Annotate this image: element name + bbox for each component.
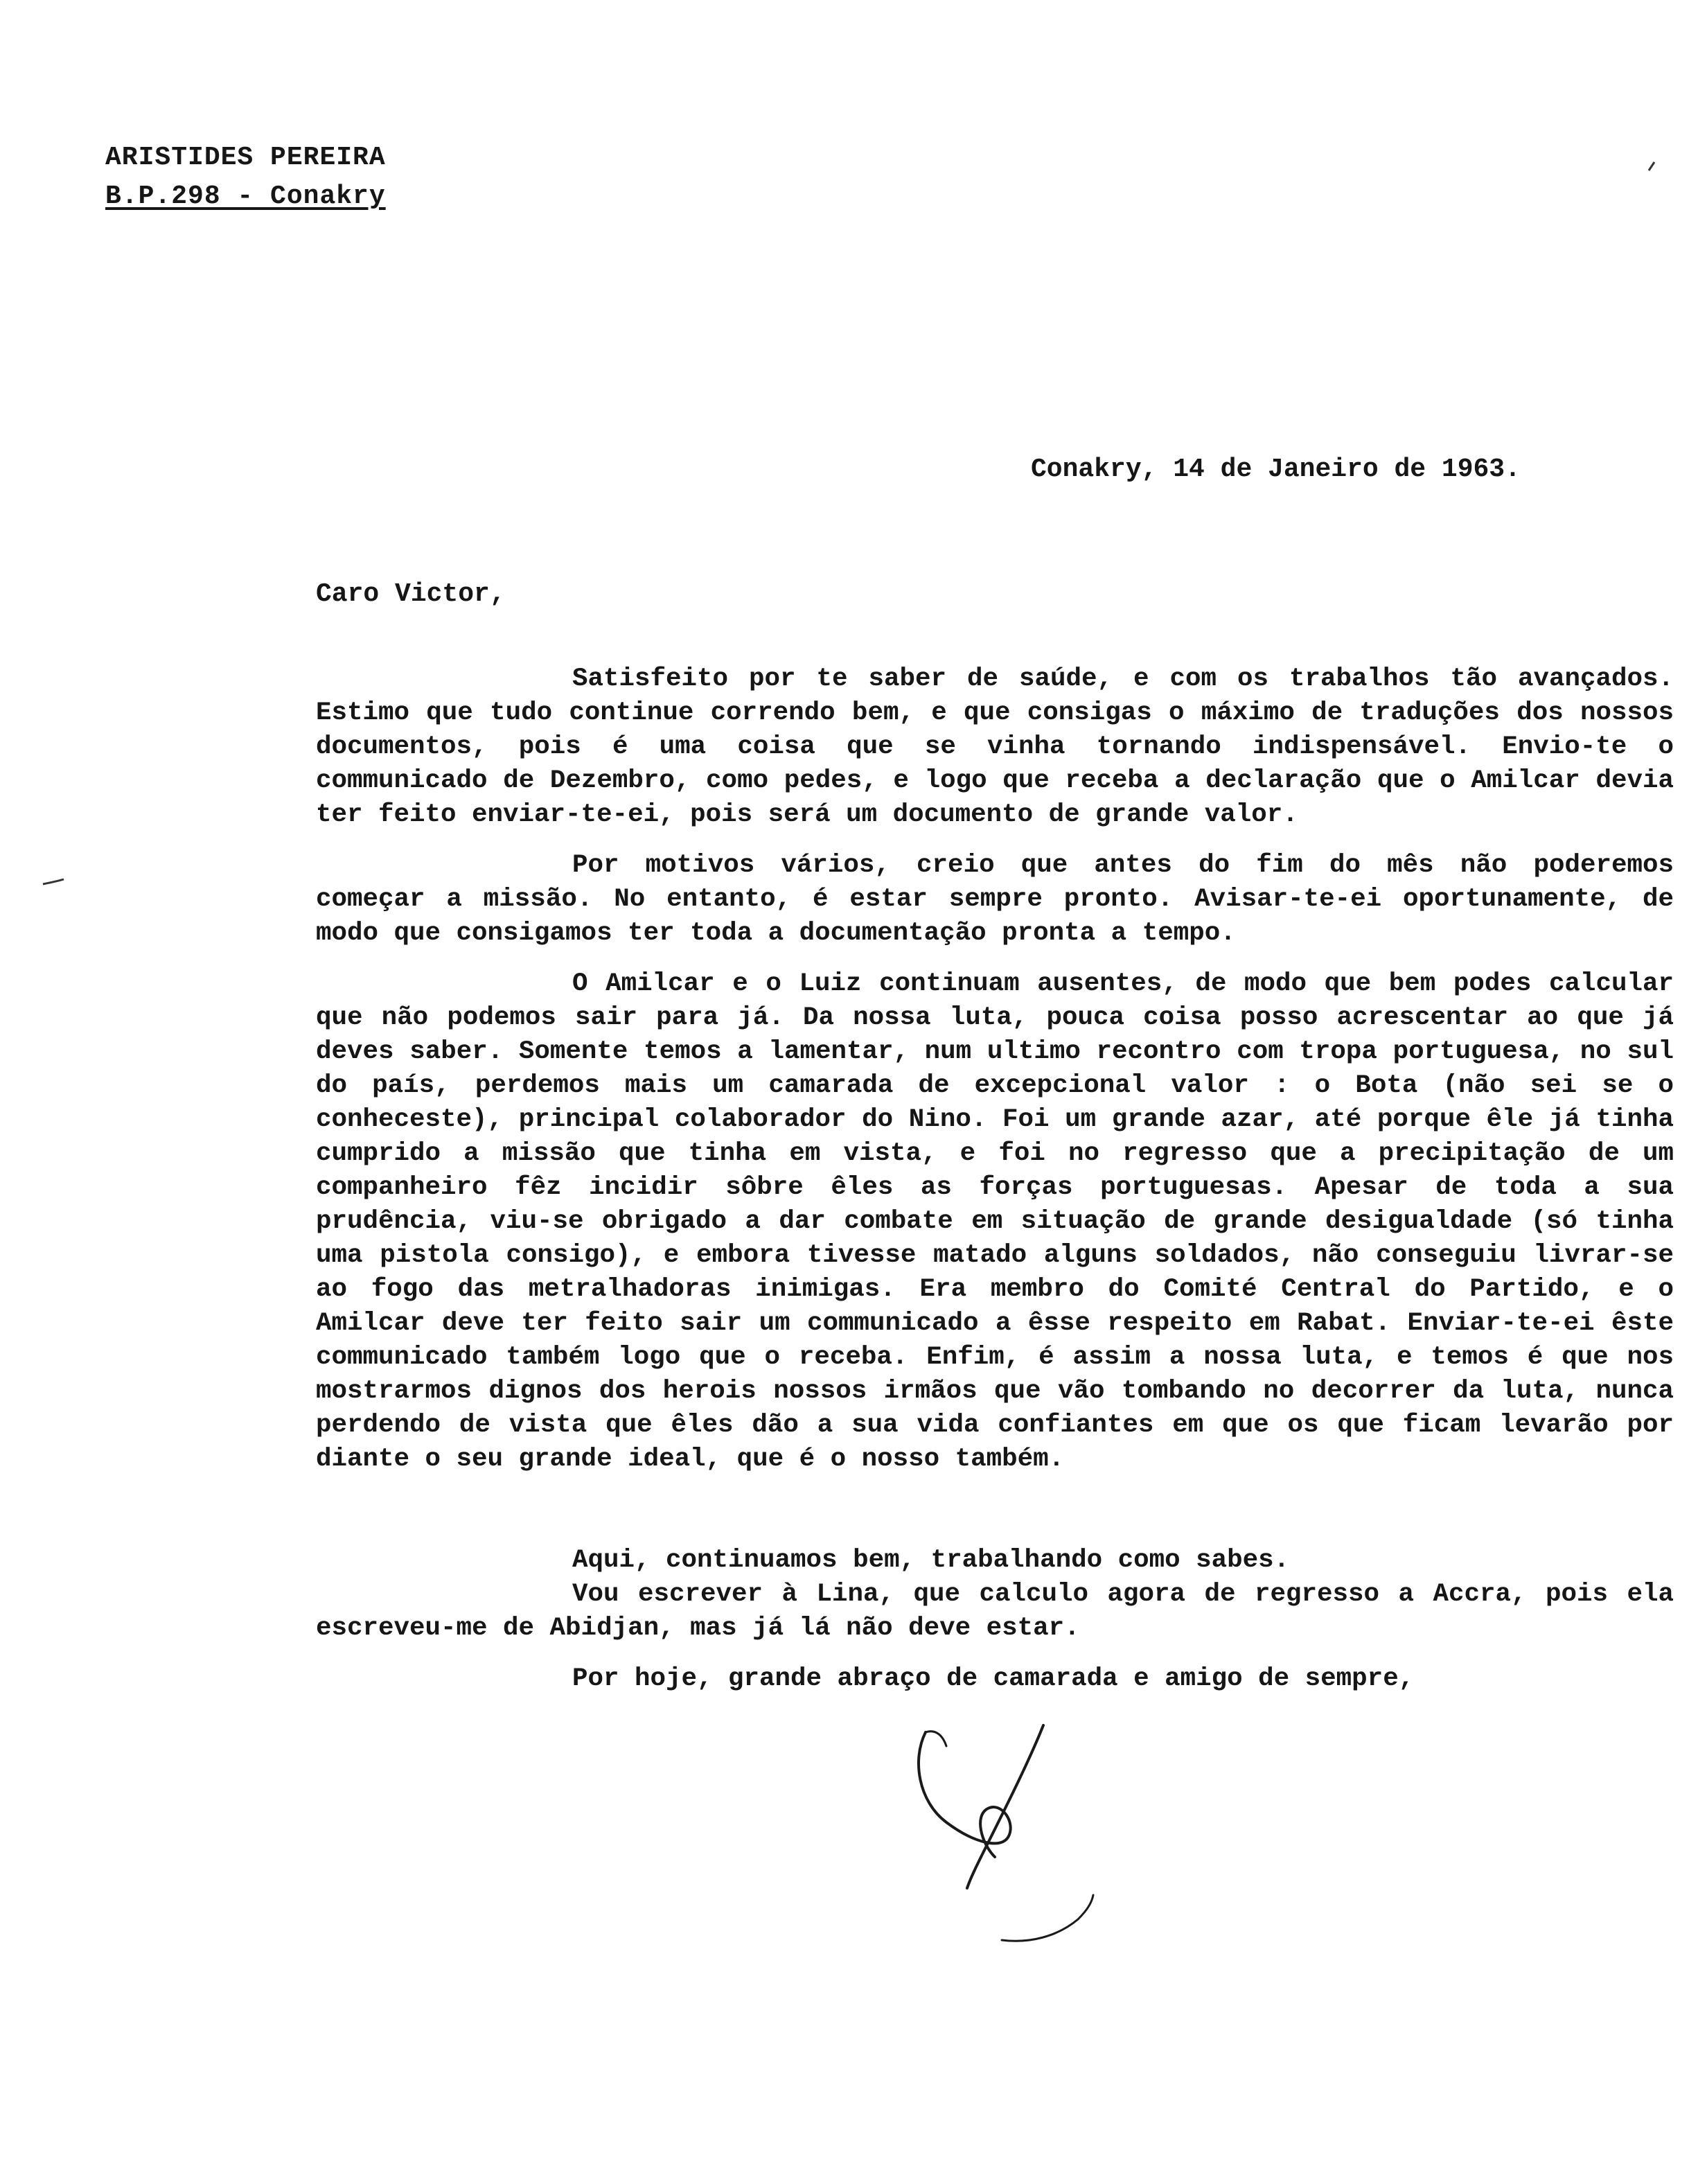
stray-mark: [1646, 161, 1657, 172]
handwritten-signature: [912, 1718, 1140, 1954]
letter-body: [316, 662, 1674, 1477]
paragraph-4: Aqui, continuamos bem, trabalhando como sabes.: [572, 1546, 1290, 1575]
sender-address: B.P.298 - Conakry: [105, 182, 386, 211]
letter-date: Conakry, 14 de Janeiro de 1963.: [1031, 455, 1521, 484]
sign-off: Por hoje, grande abraço de camarada e amigo de sempre,: [572, 1664, 1415, 1693]
letter-greeting: Caro Victor,: [316, 579, 506, 609]
paragraph-2: Por motivos vários, creio que antes do fim do mês não poderemos começar a missão. No entanto, é estar sempre pronto. Avisar-te-ei oportunamente, de modo que consigamos ter toda a documentação pronta a tempo.: [316, 851, 1674, 948]
paragraph-1: Satisfeito por te saber de saúde, e com os trabalhos tão avançados. Estimo que tudo continue correndo bem, e que consigas o máximo de traduções dos nossos documentos, pois é uma coisa que se vinha tornando indispensável. Envio-te o communicado de Dezembro, como pedes, e logo que receba a declaração que o Amilcar devia ter feito enviar-te-ei, pois será um documento de grande valor.: [316, 664, 1674, 829]
paragraph-3: O Amilcar e o Luiz continuam ausentes, de modo que bem podes calcular que não podemos sair para já. Da nossa luta, pouca coisa posso acrescentar ao que já deves saber. Somente temos a lamentar, num ultimo recontro com tropa portuguesa, no sul do país, perdemos mais um camarada de excepcional valor : o Bota (não sei se o conheceste), principal colaborador do Nino. Foi um grande azar, até porque êle já tinha cumprido a missão que tinha em vista, e foi no regresso que a precipitação de um companheiro fêz incidir sôbre êles as forças portuguesas. Apesar de toda a sua prudência, viu-se obrigado a dar combate em situação de grande desigualdade (só tinha uma pistola consigo), e embora tivesse matado alguns soldados, não conseguiu livrar-se ao fogo das metralhadoras inimigas. Era membro do Comité Central do Partido, e o Amilcar deve ter feito sair um communicado a êsse respeito em Rabat. Enviar-te-ei êste communicado também logo que o receba. Enfim, é assim a nossa luta, e temos é que nos mostrarmos dignos dos herois nossos irmãos que vão tombando no decorrer da luta, nunca perdendo de vista que êles dão a sua vida confiantes em que os que ficam levarão por diante o seu grande ideal, que é o nosso também.: [316, 969, 1674, 1474]
sender-name: ARISTIDES PEREIRA: [105, 143, 386, 173]
paragraph-5: Vou escrever à Lina, que calculo agora de regresso a Accra, pois ela escreveu-me de Abidjan, mas já lá não deve estar.: [316, 1580, 1674, 1643]
letter-closing: [316, 1544, 1674, 1696]
margin-dash: [42, 877, 65, 887]
sender-block: [105, 139, 386, 216]
